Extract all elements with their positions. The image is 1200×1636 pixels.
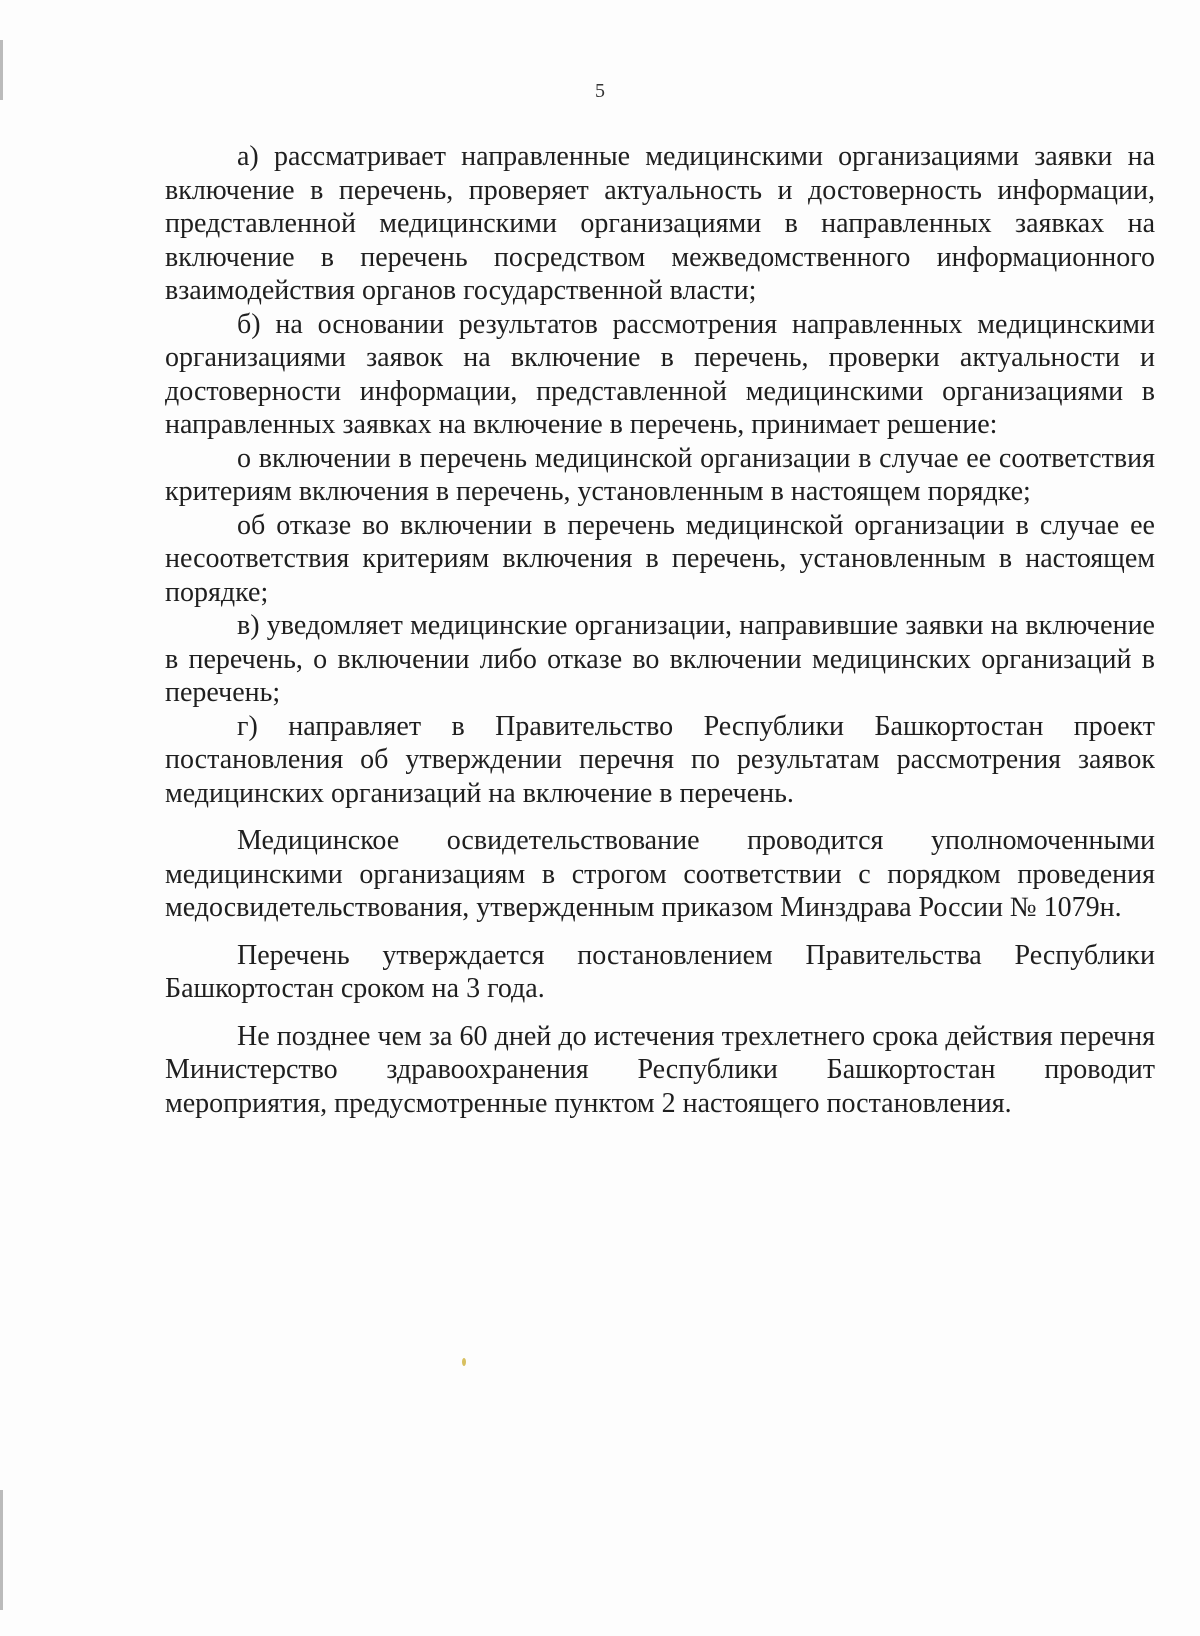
page-number: 5 [595, 80, 605, 102]
paragraph-deadline: Не позднее чем за 60 дней до истечения трехлетнего срока действия перечня Министерство здравоохранения Республики Башкортостан проводит мероприятия, предусмотренные пунктом 2 настоящего постановления. [165, 1020, 1155, 1119]
paragraph-refusal: об отказе во включении в перечень медицинской организации в случае ее несоответствия критериям включения в перечень, установленным в настоящем порядке; [165, 509, 1155, 608]
document-body [165, 140, 1155, 1120]
scan-speck [462, 1358, 466, 1366]
paragraph-a: а) рассматривает направленные медицинскими организациями заявки на включение в перечень, проверяет актуальность и достоверность информации, представленной медицинскими организациями в направленных заявках на включение в перечень посредством межведомственного информационного взаимодействия органов государственной власти; [165, 141, 1155, 306]
paragraph-list-approval: Перечень утверждается постановлением Правительства Республики Башкортостан сроком на 3 года. [165, 939, 1155, 1004]
paragraph-b: б) на основании результатов рассмотрения направленных медицинскими организациями заявок на включение в перечень, проверки актуальности и достоверности информации, представленной медицинскими организациями в направленных заявках на включение в перечень, принимает решение: [165, 308, 1155, 440]
paragraph-inclusion: о включении в перечень медицинской организации в случае ее соответствия критериям включения в перечень, установленным в настоящем порядке; [165, 442, 1155, 507]
scan-edge-mark [0, 1490, 3, 1610]
paragraph-g: г) направляет в Правительство Республики Башкортостан проект постановления об утверждении перечня по результатам рассмотрения заявок медицинских организаций на включение в перечень. [165, 710, 1155, 809]
paragraph-v: в) уведомляет медицинские организации, направившие заявки на включение в перечень, о включении либо отказе во включении медицинских организаций в перечень; [165, 610, 1155, 708]
paragraph-medical-exam: Медицинское освидетельствование проводится уполномоченными медицинскими организациям в строгом соответствии с порядком проведения медосвидетельствования, утвержденным приказом Минздрава России № 1079н. [165, 825, 1155, 923]
